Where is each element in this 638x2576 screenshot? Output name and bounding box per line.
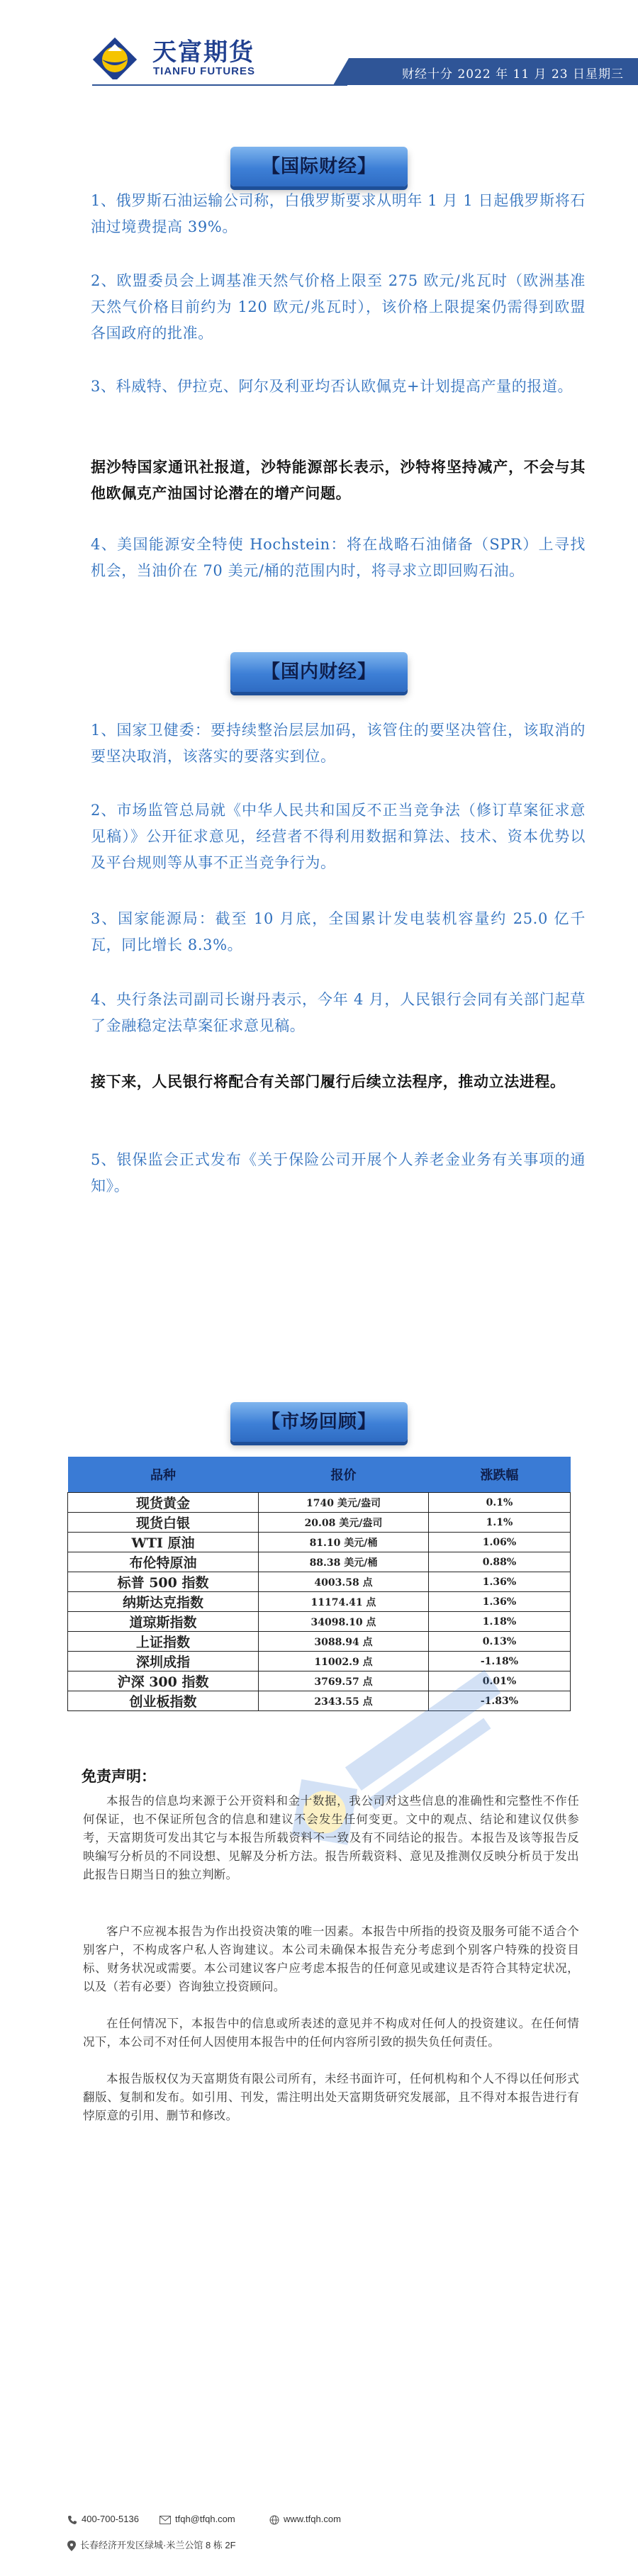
instrument-cell: 现货白银 (68, 1513, 259, 1533)
change-cell: -1.83% (428, 1691, 570, 1711)
change-cell: 0.13% (428, 1632, 570, 1652)
table-row (68, 1572, 571, 1592)
price-cell: 11002.9 点 (259, 1652, 429, 1671)
change-cell: 0.01% (428, 1671, 570, 1691)
intl-news-note: 据沙特国家通讯社报道，沙特能源部长表示，沙特将坚持减产，不会与其他欧佩克产油国讨论潜在的增产问题。 (91, 458, 586, 502)
instrument-cell: 道琼斯指数 (68, 1612, 259, 1632)
price-cell: 3088.94 点 (259, 1632, 429, 1652)
section-title-international: 【国际财经】 (230, 147, 408, 186)
brand-name-en: TIANFU FUTURES (153, 65, 255, 77)
location-pin-icon (67, 2541, 76, 2551)
table-row (68, 1612, 571, 1632)
table-row (68, 1513, 571, 1533)
column-header-price: 报价 (259, 1457, 429, 1493)
domestic-news-note: 接下来，人民银行将配合有关部门履行后续立法程序，推动立法进程。 (91, 1073, 566, 1090)
mail-icon (160, 2516, 171, 2524)
price-cell: 2343.55 点 (259, 1691, 429, 1711)
instrument-cell: 现货黄金 (68, 1493, 259, 1513)
footer-website-text: www.tfqh.com (284, 2514, 341, 2524)
intl-news-item-3: 3、科威特、伊拉克、阿尔及利亚均否认欧佩克+计划提高产量的报道。 (91, 378, 573, 395)
table-row (68, 1592, 571, 1612)
table-row (68, 1632, 571, 1652)
change-cell: 0.88% (428, 1552, 570, 1572)
change-cell: 1.36% (428, 1572, 570, 1592)
footer-website[interactable] (269, 2514, 341, 2525)
change-cell: 1.18% (428, 1612, 570, 1632)
report-date: 财经十分 2022 年 11 月 23 日星期三 (402, 67, 624, 82)
change-cell: 1.1% (428, 1513, 570, 1533)
domestic-news-item-2: 2、市场监管总局就《中华人民共和国反不正当竞争法（修订草案征求意见稿）》公开征求意见，经营者不得利用数据和算法、技术、资本优势以及平台规则等从事不正当竞争行为。 (91, 802, 586, 871)
footer-email[interactable] (160, 2514, 235, 2524)
table-header-row (68, 1457, 571, 1493)
section-title-domestic: 【国内财经】 (230, 652, 408, 692)
instrument-cell: 上证指数 (68, 1632, 259, 1652)
disclaimer-paragraph-3: 在任何情况下，本报告中的信息或所表述的意见并不构成对任何人的投资建议。在任何情况下，本公司不对任何人因使用本报告中的任何内容所引致的损失负任何责任。 (83, 2017, 579, 2049)
globe-icon (269, 2515, 279, 2525)
footer-phone (67, 2514, 139, 2525)
instrument-cell: 布伦特原油 (68, 1552, 259, 1572)
instrument-cell: 纳斯达克指数 (68, 1592, 259, 1612)
price-cell: 81.10 美元/桶 (259, 1533, 429, 1552)
price-cell: 34098.10 点 (259, 1612, 429, 1632)
section-title-market: 【市场回顾】 (230, 1402, 408, 1442)
price-cell: 1740 美元/盎司 (259, 1493, 429, 1513)
table-row (68, 1493, 571, 1513)
domestic-news-item-1: 1、国家卫健委：要持续整治层层加码，该管住的要坚决管住，该取消的要坚决取消，该落实的要落实到位。 (91, 722, 586, 765)
footer-email-text: tfqh@tfqh.com (175, 2514, 235, 2524)
intl-news-item-2: 2、欧盟委员会上调基准天然气价格上限至 275 欧元/兆瓦时（欧洲基准天然气价格目前约为 120 欧元/兆瓦时），该价格上限提案仍需得到欧盟各国政府的批准。 (91, 272, 586, 342)
instrument-cell: 深圳成指 (68, 1652, 259, 1671)
price-cell: 4003.58 点 (259, 1572, 429, 1592)
instrument-cell: 沪深 300 指数 (68, 1671, 259, 1691)
change-cell: 0.1% (428, 1493, 570, 1513)
change-cell: 1.36% (428, 1592, 570, 1612)
instrument-cell: 标普 500 指数 (68, 1572, 259, 1592)
table-row (68, 1552, 571, 1572)
price-cell: 11174.41 点 (259, 1592, 429, 1612)
price-cell: 20.08 美元/盎司 (259, 1513, 429, 1533)
tianfu-logo-icon (92, 34, 149, 79)
price-cell: 3769.57 点 (259, 1671, 429, 1691)
disclaimer-paragraph-4: 本报告版权仅为天富期货有限公司所有，未经书面许可，任何机构和个人不得以任何形式翻版、复制和发布。如引用、刊发，需注明出处天富期货研究发展部，且不得对本报告进行有悖原意的引用、删节和修改。 (83, 2072, 579, 2122)
brand-name-cn: 天富期货 (152, 38, 254, 67)
disclaimer-title: 免责声明： (82, 1767, 156, 1785)
domestic-news-item-3: 3、国家能源局：截至 10 月底，全国累计发电装机容量约 25.0 亿千瓦，同比增长 8.3%。 (91, 910, 586, 953)
disclaimer-paragraph-2: 客户不应视本报告为作出投资决策的唯一因素。本报告中所指的投资及服务可能不适合个别客户，不构成客户私人咨询建议。本公司未确保本报告充分考虑到个别客户特殊的投资目标、财务状况或需要。本公司建议客户应考虑本报告的任何意见或建议是否符合其特定状况，以及（若有必要）咨询独立投资顾问。 (83, 1925, 579, 1993)
column-header-instrument: 品种 (68, 1457, 259, 1493)
instrument-cell: WTI 原油 (68, 1533, 259, 1552)
instrument-cell: 创业板指数 (68, 1691, 259, 1711)
footer-address-text: 长春经济开发区绿城·米兰公馆 8 栋 2F (80, 2540, 236, 2550)
disclaimer-paragraph-1: 本报告的信息均来源于公开资料和金十数据，我公司对这些信息的准确性和完整性不作任何保证，也不保证所包含的信息和建议不会发生任何变更。文中的观点、结论和建议仅供参考，天富期货可发出其它与本报告所载资料不一致及有不同结论的报告。本报告及该等报告反映编写分析员的不同设想、见解及分析方法。报告所载资料、意见及推测仅反映分析员于发出此报告日期当日的独立判断。 (83, 1794, 579, 1881)
footer-address (67, 2538, 236, 2551)
column-header-change: 涨跌幅 (428, 1457, 570, 1493)
price-cell: 88.38 美元/桶 (259, 1552, 429, 1572)
header-divider (92, 84, 347, 86)
change-cell: -1.18% (428, 1652, 570, 1671)
domestic-news-item-5: 5、银保监会正式发布《关于保险公司开展个人养老金业务有关事项的通知》。 (91, 1151, 586, 1194)
change-cell: 1.06% (428, 1533, 570, 1552)
domestic-news-item-4: 4、央行条法司副司长谢丹表示，今年 4 月，人民银行会同有关部门起草了金融稳定法草案征求意见稿。 (91, 991, 586, 1034)
table-row (68, 1533, 571, 1552)
footer-phone-text: 400-700-5136 (82, 2514, 139, 2524)
page-footer (0, 2509, 638, 2576)
phone-icon (67, 2515, 77, 2525)
intl-news-item-4: 4、美国能源安全特使 Hochstein：将在战略石油储备（SPR）上寻找机会，当油价在 70 美元/桶的范围内时，将寻求立即回购石油。 (91, 536, 586, 579)
page-header (0, 0, 638, 85)
intl-news-item-1: 1、俄罗斯石油运输公司称，白俄罗斯要求从明年 1 月 1 日起俄罗斯将石油过境费提高 39%。 (91, 192, 586, 235)
